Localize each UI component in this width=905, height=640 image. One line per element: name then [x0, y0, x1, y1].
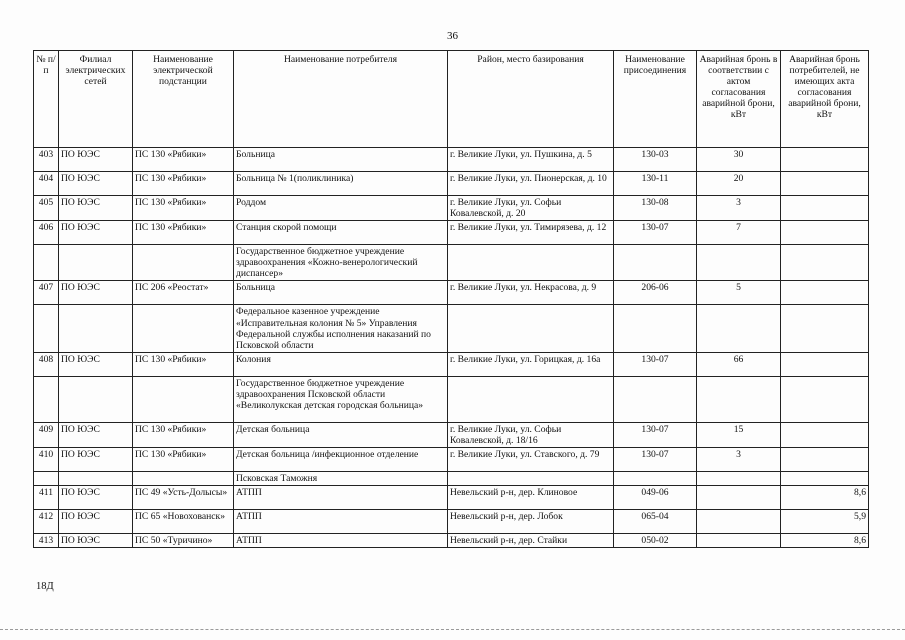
row-district	[448, 376, 614, 422]
header-num: № п/п	[34, 51, 59, 148]
row-num	[34, 245, 59, 281]
row-branch: ПО ЮЭС	[59, 148, 133, 172]
row-connection: 130-07	[614, 221, 697, 245]
row-substation: ПС 49 «Усть-Долысы»	[133, 486, 234, 510]
row-connection: 130-07	[614, 352, 697, 376]
header-connection: Наименование присоединения	[614, 51, 697, 148]
row-consumer: Государственное бюджетное учреждение здравоохранения «Кожно-венерологический диспансер»	[234, 245, 448, 281]
row-reserve-act	[697, 510, 781, 534]
header-substation: Наименование электрической подстанции	[133, 51, 234, 148]
row-consumer: Федеральное казенное учреждение «Исправительная колония № 5» Управления Федеральной службы исполнения наказаний по Псковской области	[234, 305, 448, 352]
row-connection	[614, 245, 697, 281]
row-connection: 049-06	[614, 486, 697, 510]
row-num: 403	[34, 148, 59, 172]
table-row	[34, 376, 869, 422]
row-branch: ПО ЮЭС	[59, 510, 133, 534]
header-branch: Филиал электрических сетей	[59, 51, 133, 148]
row-reserve-act: 3	[697, 448, 781, 472]
row-branch: ПО ЮЭС	[59, 196, 133, 221]
row-consumer: Больница	[234, 148, 448, 172]
row-district: г. Великие Луки, ул. Тимирязева, д. 12	[448, 221, 614, 245]
row-reserve-act: 66	[697, 352, 781, 376]
row-reserve-act	[697, 376, 781, 422]
row-connection	[614, 305, 697, 352]
row-reserve-act	[697, 534, 781, 548]
row-reserve-no-act	[781, 148, 869, 172]
row-connection: 130-07	[614, 448, 697, 472]
row-reserve-no-act	[781, 352, 869, 376]
row-reserve-no-act: 8,6	[781, 534, 869, 548]
row-consumer: АТПП	[234, 486, 448, 510]
row-connection: 206-06	[614, 281, 697, 305]
row-reserve-act: 3	[697, 196, 781, 221]
row-district: г. Великие Луки, ул. Некрасова, д. 9	[448, 281, 614, 305]
row-branch: ПО ЮЭС	[59, 281, 133, 305]
row-reserve-no-act	[781, 472, 869, 486]
table-row	[34, 352, 869, 376]
table-row	[34, 305, 869, 352]
row-substation: ПС 130 «Рябики»	[133, 221, 234, 245]
row-district: г. Великие Луки, ул. Пионерская, д. 10	[448, 172, 614, 196]
row-num: 413	[34, 534, 59, 548]
row-branch: ПО ЮЭС	[59, 221, 133, 245]
row-substation	[133, 305, 234, 352]
row-connection: 130-03	[614, 148, 697, 172]
row-consumer: Станция скорой помощи	[234, 221, 448, 245]
row-num: 406	[34, 221, 59, 245]
row-num: 408	[34, 352, 59, 376]
row-reserve-act	[697, 486, 781, 510]
row-num: 407	[34, 281, 59, 305]
row-consumer: Роддом	[234, 196, 448, 221]
row-reserve-no-act	[781, 245, 869, 281]
footer-code: 18Д	[36, 581, 54, 592]
table-row	[34, 196, 869, 221]
table-row	[34, 221, 869, 245]
row-substation: ПС 130 «Рябики»	[133, 422, 234, 447]
row-branch: ПО ЮЭС	[59, 486, 133, 510]
row-num: 411	[34, 486, 59, 510]
row-substation	[133, 245, 234, 281]
row-branch: ПО ЮЭС	[59, 534, 133, 548]
row-reserve-act	[697, 305, 781, 352]
row-substation: ПС 130 «Рябики»	[133, 448, 234, 472]
row-reserve-no-act	[781, 376, 869, 422]
row-substation: ПС 130 «Рябики»	[133, 352, 234, 376]
row-reserve-act	[697, 472, 781, 486]
row-substation: ПС 130 «Рябики»	[133, 172, 234, 196]
row-reserve-act: 5	[697, 281, 781, 305]
row-substation: ПС 130 «Рябики»	[133, 196, 234, 221]
row-connection: 130-11	[614, 172, 697, 196]
row-reserve-no-act	[781, 448, 869, 472]
row-substation: ПС 65 «Новохованск»	[133, 510, 234, 534]
row-connection: 050-02	[614, 534, 697, 548]
row-reserve-no-act	[781, 221, 869, 245]
row-district: Невельский р-н, дер. Лобок	[448, 510, 614, 534]
row-num: 412	[34, 510, 59, 534]
table-row	[34, 422, 869, 447]
row-district: г. Великие Луки, ул. Пушкина, д. 5	[448, 148, 614, 172]
row-district: г. Великие Луки, ул. Софьи Ковалевской, д. 20	[448, 196, 614, 221]
row-reserve-act	[697, 245, 781, 281]
table-row	[34, 281, 869, 305]
row-reserve-no-act	[781, 172, 869, 196]
row-district: Невельский р-н, дер. Клиновое	[448, 486, 614, 510]
row-substation: ПС 130 «Рябики»	[133, 148, 234, 172]
table-row	[34, 472, 869, 486]
row-num	[34, 376, 59, 422]
row-district	[448, 472, 614, 486]
table-row	[34, 448, 869, 472]
row-reserve-no-act	[781, 305, 869, 352]
row-num	[34, 305, 59, 352]
header-reserve-no-act: Аварийная бронь потребителей, не имеющих акта согласования аварийной брони, кВт	[781, 51, 869, 148]
table-row	[34, 486, 869, 510]
table-row	[34, 172, 869, 196]
row-consumer: Детская больница	[234, 422, 448, 447]
row-branch: ПО ЮЭС	[59, 172, 133, 196]
row-connection: 130-08	[614, 196, 697, 221]
row-district: Невельский р-н, дер. Стайки	[448, 534, 614, 548]
row-consumer: Псковская Таможня	[234, 472, 448, 486]
row-connection: 130-07	[614, 422, 697, 447]
row-reserve-no-act	[781, 196, 869, 221]
row-num	[34, 472, 59, 486]
row-reserve-act: 20	[697, 172, 781, 196]
row-branch	[59, 305, 133, 352]
table-row	[34, 534, 869, 548]
row-consumer: Колония	[234, 352, 448, 376]
row-reserve-act: 7	[697, 221, 781, 245]
row-substation: ПС 206 «Реостат»	[133, 281, 234, 305]
row-branch: ПО ЮЭС	[59, 352, 133, 376]
row-branch: ПО ЮЭС	[59, 422, 133, 447]
row-num: 409	[34, 422, 59, 447]
row-reserve-no-act: 5,9	[781, 510, 869, 534]
row-num: 405	[34, 196, 59, 221]
row-reserve-no-act	[781, 422, 869, 447]
page-number: 36	[447, 30, 458, 42]
row-reserve-act: 30	[697, 148, 781, 172]
row-consumer: АТПП	[234, 510, 448, 534]
table-row	[34, 148, 869, 172]
table-header-row	[34, 51, 869, 148]
row-district: г. Великие Луки, ул. Софьи Ковалевской, д. 18/16	[448, 422, 614, 447]
row-district: г. Великие Луки, ул. Горицкая, д. 16а	[448, 352, 614, 376]
header-reserve-act: Аварийная бронь в соответствии с актом согласования аварийной брони, кВт	[697, 51, 781, 148]
row-consumer: АТПП	[234, 534, 448, 548]
row-consumer: Больница	[234, 281, 448, 305]
row-branch: ПО ЮЭС	[59, 448, 133, 472]
emergency-reserve-table	[33, 50, 869, 548]
header-consumer: Наименование потребителя	[234, 51, 448, 148]
row-substation	[133, 376, 234, 422]
table-row	[34, 245, 869, 281]
row-consumer: Больница № 1(поликлиника)	[234, 172, 448, 196]
row-num: 410	[34, 448, 59, 472]
row-branch	[59, 376, 133, 422]
row-connection	[614, 376, 697, 422]
row-branch	[59, 245, 133, 281]
row-branch	[59, 472, 133, 486]
table-row	[34, 510, 869, 534]
row-reserve-no-act	[781, 281, 869, 305]
row-district: г. Великие Луки, ул. Ставского, д. 79	[448, 448, 614, 472]
row-district	[448, 245, 614, 281]
row-reserve-no-act: 8,6	[781, 486, 869, 510]
scan-edge-line	[0, 629, 905, 630]
row-connection: 065-04	[614, 510, 697, 534]
row-reserve-act: 15	[697, 422, 781, 447]
row-substation: ПС 50 «Туричино»	[133, 534, 234, 548]
row-district	[448, 305, 614, 352]
row-num: 404	[34, 172, 59, 196]
row-substation	[133, 472, 234, 486]
row-consumer: Государственное бюджетное учреждение здравоохранения Псковской области «Великолукская детская городская больница»	[234, 376, 448, 422]
row-consumer: Детская больница /инфекционное отделение	[234, 448, 448, 472]
header-district: Район, место базирования	[448, 51, 614, 148]
row-connection	[614, 472, 697, 486]
